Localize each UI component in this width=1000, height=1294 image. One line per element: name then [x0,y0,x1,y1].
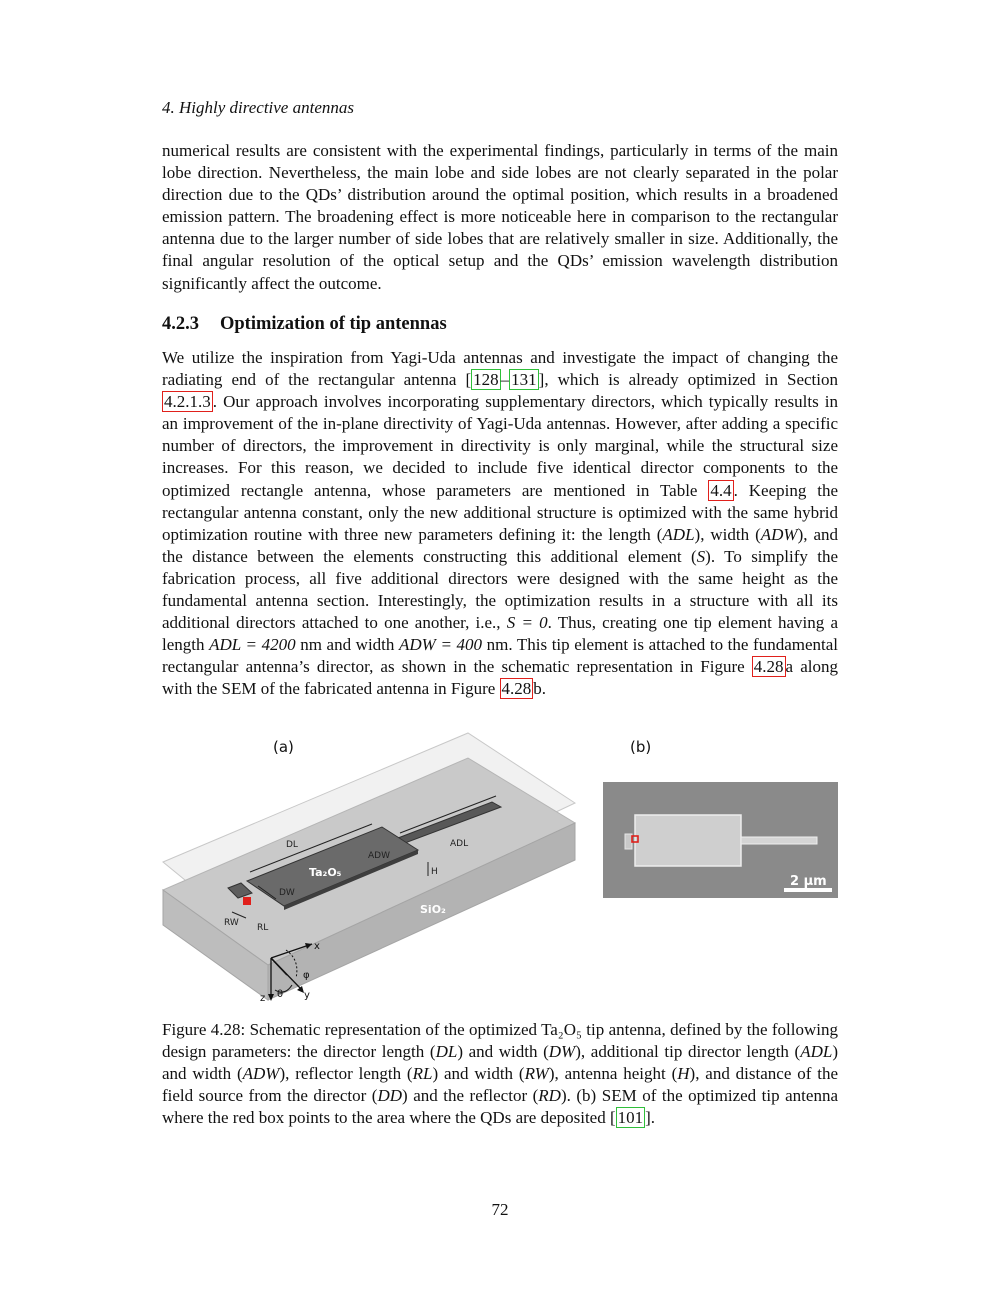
panel-label-b: (b) [630,738,652,756]
citation-131[interactable]: 131 [511,370,537,390]
citation-101[interactable]: 101 [617,1108,644,1128]
label-ADW: ADW [368,851,390,861]
label-RW: RW [224,918,239,928]
section-heading [162,314,447,335]
sem-image [603,782,838,898]
label-DL: DL [286,840,298,850]
running-header: 4. Highly directive antennas [162,98,354,117]
label-H: H [431,867,438,877]
paragraph-2: We utilize the inspiration from Yagi-Uda antennas and investigate the impact of changing the radiating end of the rectangular antenna [ 128 – 131 ], which is already optimized in Section 4.2.1.3 . Our approach involves incorporating supplementary directors, which typically results in an improvement of the in-plane directivity of Yagi-Uda antennas. However, after adding a specific number of directors, the improvement in directivity is only marginal, while the structural size increases. For this reason, we decided to include five identical director components to the optimized rectangle antenna, whose parameters are mentioned in Table 4.4 . Keeping the rectangular antenna constant, only the new additional structure is optimized with the same hybrid optimization routine with three new parameters defining it: the length (ADL), width (ADW), and the distance between the elements constructing this additional element (S). To simplify the fabrication process, all five additional directors were designed with the same height as the fundamental antenna section. Interestingly, the optimization results in a structure with all its additional directors attached to one another, i.e., S = 0. Thus, creating one tip element having a length ADL = 4200 nm and width ADW = 400 nm. This tip element is attached to the fundamental rectangular antenna’s director, as shown in the schematic representation in Figure 4.28 a along with the SEM of the fabricated antenna in Figure 4.28 b. [162,348,839,699]
label-ADL: ADL [450,839,469,849]
angle-phi-label: φ [303,970,310,981]
label-sio2: SiO₂ [420,903,446,916]
scale-bar-label: 2 µm [790,874,827,889]
citation-128[interactable]: 128 [473,370,499,390]
label-RL: RL [257,923,269,933]
page-number: 72 [491,1200,509,1219]
panel-label-a: (a) [273,738,294,756]
table-ref-link[interactable]: 4.4 [710,480,732,500]
axis-y-label: y [304,990,310,1001]
section-title: Optimization of tip antennas [220,314,447,334]
section-number: 4.2.3 [162,314,199,334]
label-DW: DW [279,888,295,898]
axis-x-label: x [314,941,320,952]
figure-caption: Figure 4.28: Schematic representation of the optimized Ta₂O₅ tip antenna, defined by the following design parameters: the director length (DL) and width (DW), additional tip director length (ADL) and width (ADW), reflector length (RL) and width (RW), antenna height (H), and distance of the field source from the director (DD) and the reflector (RD). (b) SEM of the optimized tip antenna where the red box points to the area where the QDs are deposited [ 101 ]. [162,1020,838,1128]
label-ta2o5: Ta₂O₅ [309,866,342,879]
figure-ref-link-a[interactable]: 4.28 [753,657,784,677]
angle-theta-label: θ [277,989,284,1000]
figure-ref-link-b[interactable]: 4.28 [501,679,532,699]
source-marker [243,897,251,905]
axis-z-label: z [260,993,266,1004]
antenna-schematic [155,725,585,1010]
paragraph-1: numerical results are consistent with the experimental findings, particularly in terms of the main lobe direction. Nevertheless, the main lobe and side lobes are not clearly separated in the polar direction due to the QDs’ distribution around the optimal position, which results in a broadened emission pattern. The broadening effect is more noticeable here in comparison to the rectangular antenna due to the larger number of side lobes that are relatively smaller in size. Additionally, the final angular resolution of the optical setup and the QDs’ emission wavelength distribution significantly affect the outcome. [162,141,838,293]
section-ref-link[interactable]: 4.2.1.3 [164,392,211,412]
